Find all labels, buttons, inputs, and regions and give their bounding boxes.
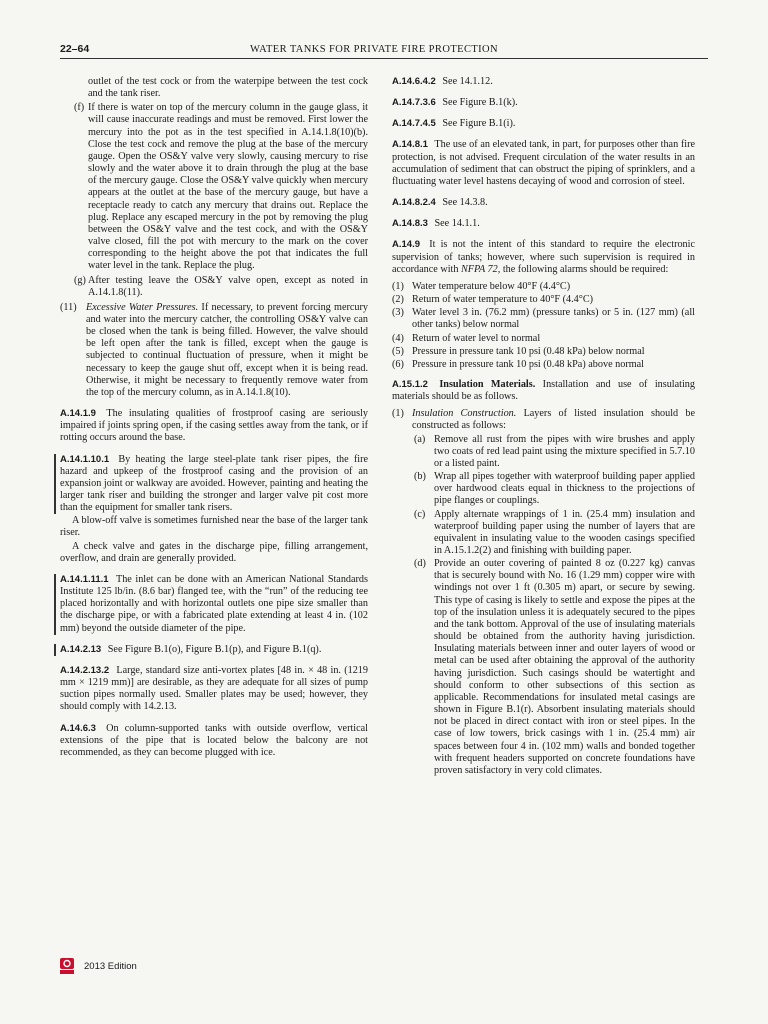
item-text: Water level 3 in. (76.2 mm) (pressure tanks) or 5 in. (127 mm) (all other tanks) below normal	[412, 307, 695, 331]
edition-label: 2013 Edition	[84, 961, 137, 972]
item-marker: (1)	[392, 408, 404, 420]
section-text: On column-supported tanks with outside overflow, vertical extensions of the pipe that is located below the balcony are not recommended, as they can become plugged with ice.	[60, 722, 369, 758]
left-column	[60, 76, 368, 768]
section-text: It is not the intent of this standard to require the electronic supervision of tanks; however, where such supervision is required in accordance with	[392, 239, 695, 275]
item-marker: (g)	[74, 274, 86, 286]
page-number: 22–64	[60, 43, 90, 55]
section-ref: A.14.2.13.2	[60, 664, 110, 676]
section-a-14-6-4-2	[392, 76, 695, 88]
item-marker: (b)	[414, 471, 426, 483]
section-text: See 14.1.12.	[442, 76, 493, 87]
section-text: See 14.3.8.	[442, 197, 488, 209]
running-title: WATER TANKS FOR PRIVATE FIRE PROTECTION	[250, 44, 499, 55]
list-item-g	[60, 275, 368, 299]
nfpa-72-reference: NFPA 72,	[461, 263, 501, 275]
section-text: See 14.1.1.	[434, 218, 480, 230]
section-ref: A.14.1.11.1	[60, 573, 109, 585]
sub-item	[392, 558, 695, 777]
continued-text: outlet of the test cock or from the waterpipe between the test cock and the tank riser.	[88, 76, 368, 100]
nfpa-logo-icon	[60, 958, 74, 974]
sub-item	[392, 509, 695, 558]
section-ref: A.14.7.3.6	[392, 97, 436, 109]
section-a-15-1-2	[392, 379, 695, 403]
change-bar-block	[54, 574, 368, 635]
sub-item	[392, 434, 695, 470]
item-title: Insulation Construction.	[412, 408, 517, 420]
section-text: The inlet can be done with an American National Standards Institute 125 lb/in. (8.6 bar) flanged tee, with the “run” of the reducing tee placed horizontally and with horizontal outlets one pipe size smaller than the discharge pipe, or with a fabricated plate extending at least 4 in. (102 mm) beyond the outside diameter of the pipe.	[60, 573, 368, 634]
list-item-f	[60, 102, 368, 272]
item-text: If there is water on top of the mercury column in the gauge glass, it will cause inaccurate readings and must be removed. First lower the mercury into the pot as in the test specified in A.14.1.8(10)(b). Close the test cock and remove the plug at the base of the mercury gauge. Open the OS&Y valve very slowly, causing mercury to rise slowly and the water above it to drain through the plug at the base of the mercury gauge. Close the OS&Y valve quickly when mercury appears at the outlet at the base of the mercury gauge, but have a receptacle ready to catch any mercury that drains out. Replace the plug. Replace any escaped mercury in the pot by removing the plug between the OS&Y valve and the test cock, and with the OS&Y valve closed, fill the pot with mercury to the mark on the cover corresponding to the height above the pot that indicates the full water level in the tank. Replace the plug.	[88, 102, 368, 272]
section-text: See Figure B.1(i).	[442, 118, 516, 130]
section-ref: A.14.2.13	[60, 643, 102, 655]
section-text: By heating the large steel-plate tank riser pipes, the fire hazard and upkeep of the frostproof casing and the provision of an expansion joint or walkway are avoided. However, painting and heating the larger tank riser and building the stronger and larger valve pit cost more than the equipment for smaller tank risers.	[60, 453, 369, 514]
right-column	[392, 76, 695, 778]
paragraph-check-valve: A check valve and gates in the discharge pipe, filling arrangement, overflow, and drain are generally provided.	[60, 540, 368, 564]
item-marker: (2)	[392, 294, 404, 306]
list-item	[392, 359, 695, 371]
insulation-construction-item	[392, 408, 695, 432]
item-text: Remove all rust from the pipes with wire brushes and apply two coats of red lead paint using the mixture specified in 5.7.10 or a listed paint.	[434, 433, 695, 469]
section-a-14-2-13	[60, 644, 368, 656]
list-item	[392, 333, 695, 345]
section-a-14-1-11-1	[60, 574, 368, 635]
section-ref: A.14.8.2.4	[392, 197, 436, 209]
section-a-14-2-13-2	[60, 665, 368, 714]
item-marker: (d)	[414, 558, 426, 570]
section-a-14-8-3	[392, 218, 695, 230]
item-title: Excessive Water Pressures.	[86, 301, 199, 313]
section-a-14-1-10-1	[60, 454, 368, 515]
section-ref: A.14.1.10.1	[60, 453, 110, 465]
section-text: See Figure B.1(k).	[442, 97, 518, 109]
item-text: Return of water level to normal	[412, 332, 541, 344]
item-text: Apply alternate wrappings of 1 in. (25.4 mm) insulation and waterproof building paper using the number of layers that are equivalent in insulating value to the wooden casings specified in A.15.1.2(2) and finishing with building paper.	[434, 508, 695, 556]
section-a-14-7-3-6	[392, 97, 695, 109]
section-a-14-7-4-5	[392, 118, 695, 130]
sub-item	[392, 471, 695, 507]
section-ref: A.14.7.4.5	[392, 118, 436, 130]
item-text: If necessary, to prevent forcing mercury and water into the mercury catcher, the controlling OS&Y valve can be closed when the tank is being filled. However, the valve should be left open after the tank is filled, except when the gauge is subjected to continual fluctuation of pressure, when it might be necessary to keep the gauge shut off, except when it is being read. Otherwise, it might be necessary to frequently remove water from the top of the mercury column, as in A.14.1.8(10).	[86, 301, 368, 398]
section-text: the following alarms should be required:	[502, 263, 669, 275]
section-ref: A.14.8.3	[392, 218, 428, 230]
section-ref: A.14.9	[392, 239, 420, 251]
section-text: See Figure B.1(o), Figure B.1(p), and Figure B.1(q).	[107, 643, 322, 655]
item-marker: (11)	[60, 301, 77, 313]
list-item	[392, 307, 695, 331]
section-text: The insulating qualities of frostproof casing are seriously impaired if joints spring open, if the casing settles away from the tank, or if rotting occurs around the base.	[60, 408, 368, 444]
item-marker: (a)	[414, 433, 426, 445]
change-bar-block	[54, 644, 368, 656]
item-marker: (1)	[392, 280, 404, 292]
item-marker: (f)	[74, 102, 85, 114]
section-text: The use of an elevated tank, in part, for purposes other than fire protection, is not advised. Frequent circulation of the water results in an accumulation of sediment that can obstruct the piping of sprinklers, and a fluctuating water level hastens decaying of wood and corrosion of steel.	[392, 139, 695, 187]
list-item-11	[60, 302, 368, 399]
item-marker: (4)	[392, 332, 404, 344]
section-a-14-1-9	[60, 408, 368, 444]
paragraph-blowoff: A blow-off valve is sometimes furnished near the base of the larger tank riser.	[60, 515, 368, 539]
item-marker: (3)	[392, 307, 404, 319]
section-text: Installation and use of insulating materials should be as follows.	[392, 378, 695, 403]
list-item	[392, 346, 695, 358]
section-ref: A.14.8.1	[392, 139, 428, 151]
item-text: Wrap all pipes together with waterproof building paper applied over hardwood cleats equal in thickness to the projections of pipe flanges or couplings.	[434, 471, 695, 507]
list-item	[392, 294, 695, 306]
section-a-14-8-2-4	[392, 197, 695, 209]
section-ref: A.14.6.3	[60, 722, 96, 734]
change-bar-block	[54, 454, 368, 515]
item-marker: (5)	[392, 345, 404, 357]
item-text: Return of water temperature to 40°F (4.4°C)	[412, 294, 594, 306]
item-text: Pressure in pressure tank 10 psi (0.48 kPa) below normal	[412, 345, 645, 357]
section-a-14-9	[392, 239, 695, 275]
section-a-14-6-3	[60, 723, 368, 759]
section-a-14-8-1	[392, 139, 695, 188]
section-ref: A.14.1.9	[60, 408, 96, 420]
item-marker: (c)	[414, 508, 426, 520]
item-text: Layers of listed insulation should be constructed as follows:	[412, 408, 695, 432]
item-text: Provide an outer covering of painted 8 oz (0.227 kg) canvas that is securely bound with No. 16 (1.29 mm) copper wire with windings not over 1 ft (0.305 m) apart, or secure by sewing. This type of casing is likely to settle and expose the pipes at the top of the insulation unless it is adequately secured to the pipes and the tank bottom. Approval of the use of insulating materials should be obtained from the authority having jurisdiction. Insulating materials between inner and outer layers of wood or metal can be used after obtaining the approval of the authority having jurisdiction. Such casings should be watertight and should conform to other subsections of this section as applicable. Recommendations for insulated metal casings are shown in Figure B.1(r). Absorbent insulating materials should not be placed in direct contact with iron or steel pipes. In the case of low towers, brick casings with 1 in. (25.4 mm) air spaces between four 4 in. (102 mm) walls and bonded together with frequent headers supported on concrete foundations have proven satisfactory in very cold climates.	[434, 558, 695, 776]
section-text: Large, standard size anti-vortex plates [48 in. × 48 in. (1219 mm × 1219 mm)] are desirable, as they are adequate for all sizes of pump suction pipes normally used. Smaller plates may be used; however, they should comply with 14.2.13.	[60, 664, 368, 713]
item-text: Pressure in pressure tank 10 psi (0.48 kPa) above normal	[412, 358, 644, 370]
section-ref: A.14.6.4.2	[392, 76, 436, 87]
section-ref: A.15.1.2	[392, 378, 428, 390]
section-title: Insulation Materials.	[439, 378, 536, 390]
alarm-list	[392, 281, 695, 371]
list-item	[392, 281, 695, 293]
item-marker: (6)	[392, 358, 404, 370]
page-header	[60, 42, 708, 59]
item-text: After testing leave the OS&Y valve open, except as noted in A.14.1.8(11).	[88, 274, 368, 298]
item-text: Water temperature below 40°F (4.4°C)	[412, 280, 571, 292]
